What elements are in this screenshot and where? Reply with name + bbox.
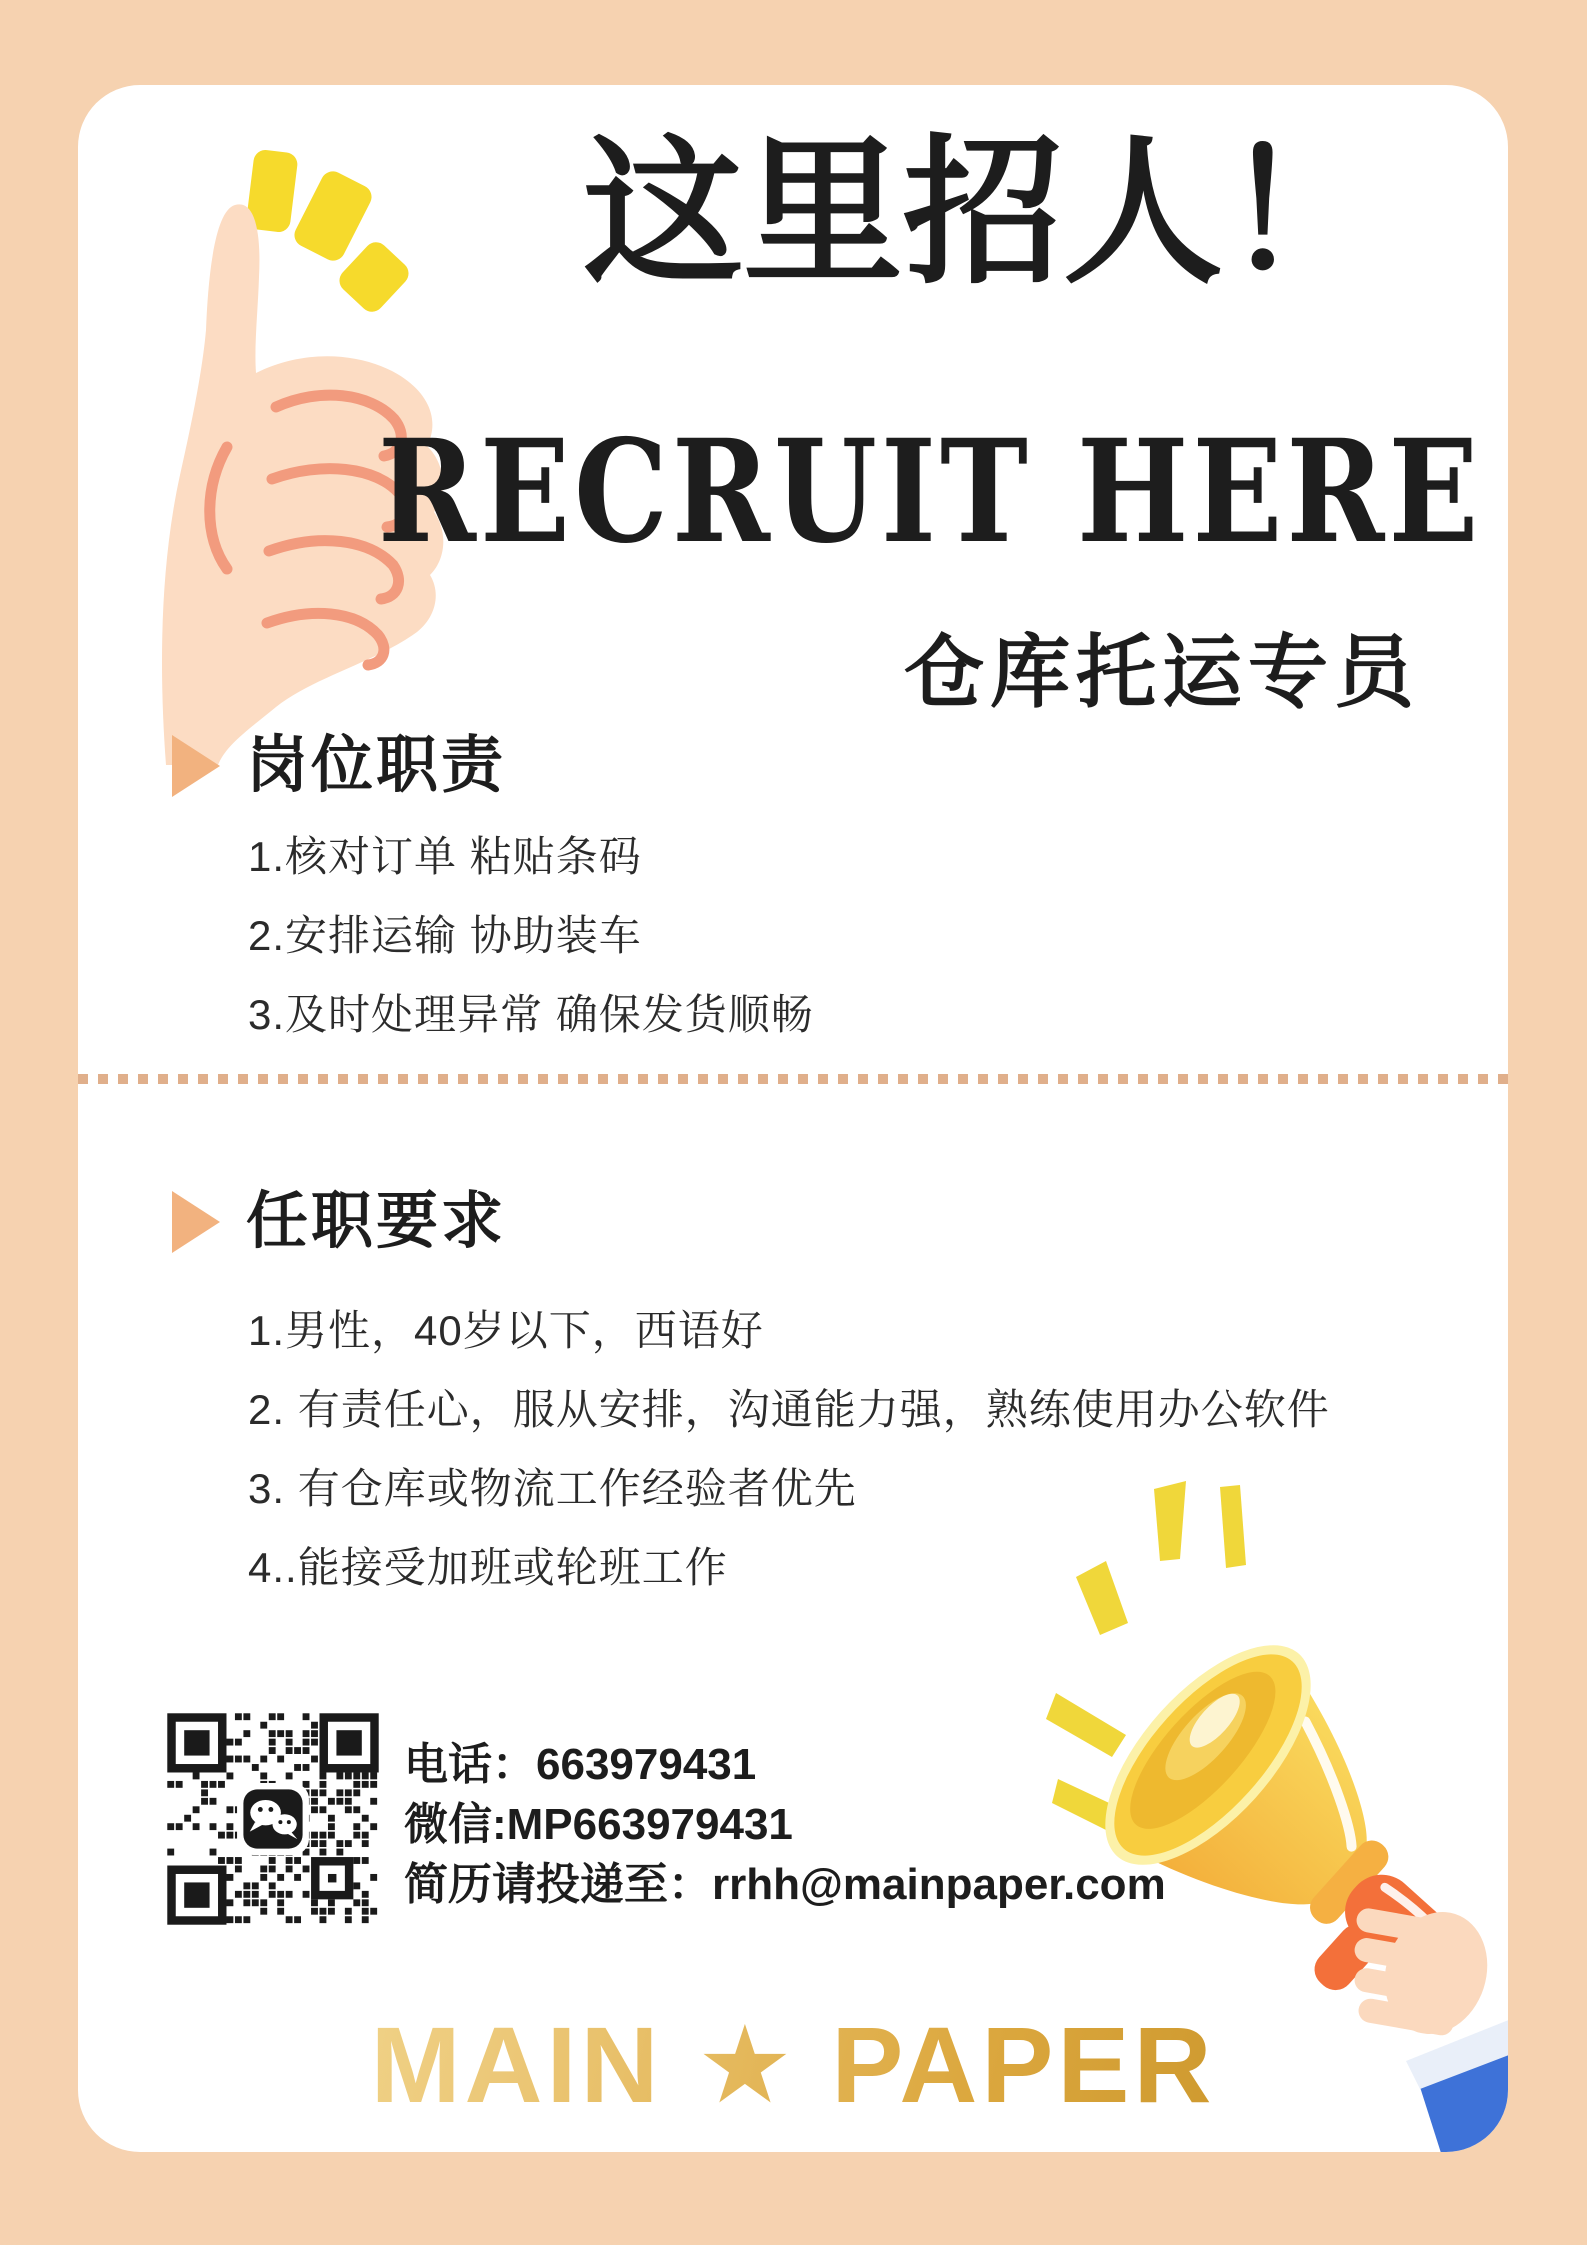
list-item: 3.及时处理异常 确保发货顺畅 bbox=[248, 991, 814, 1038]
wechat-id: MP663979431 bbox=[506, 1800, 793, 1849]
wechat-qr-code bbox=[162, 1708, 384, 1930]
email-label: 简历请投递至： bbox=[404, 1860, 712, 1909]
page-title-english: RECRUIT HERE bbox=[378, 407, 1483, 575]
list-item: 2. 有责任心，服从安排，沟通能力强，熟练使用办公软件 bbox=[248, 1386, 1330, 1433]
section-header-requirements bbox=[172, 1187, 507, 1256]
list-item: 4..能接受加班或轮班工作 bbox=[248, 1544, 728, 1591]
triangle-bullet-icon bbox=[172, 1191, 220, 1253]
list-item: 1.男性，40岁以下，西语好 bbox=[248, 1307, 764, 1354]
list-item: 1.核对订单 粘贴条码 bbox=[248, 833, 642, 880]
poster-card bbox=[78, 85, 1508, 2152]
section-heading: 任职要求 bbox=[246, 1187, 507, 1256]
phone-label: 电话： bbox=[404, 1740, 536, 1789]
list-item: 2.安排运输 协助装车 bbox=[248, 912, 642, 959]
wechat-label: 微信: bbox=[404, 1800, 507, 1849]
wechat-logo-icon bbox=[237, 1783, 309, 1855]
job-position-title: 仓库托运专员 bbox=[904, 628, 1420, 717]
dotted-divider bbox=[78, 1074, 1508, 1084]
brand-logo: MAIN ★ PAPER bbox=[78, 2011, 1508, 2119]
page-title: 这里招人！ bbox=[583, 123, 1384, 302]
email-address: rrhh@mainpaper.com bbox=[712, 1860, 1166, 1909]
duties-list bbox=[248, 817, 814, 1054]
list-item: 3. 有仓库或物流工作经验者优先 bbox=[248, 1465, 857, 1512]
sparkle-rays-icon bbox=[245, 149, 413, 317]
phone-number: 663979431 bbox=[536, 1740, 757, 1789]
section-header-duties bbox=[172, 731, 507, 800]
section-heading: 岗位职责 bbox=[246, 731, 507, 800]
triangle-bullet-icon bbox=[172, 735, 220, 797]
